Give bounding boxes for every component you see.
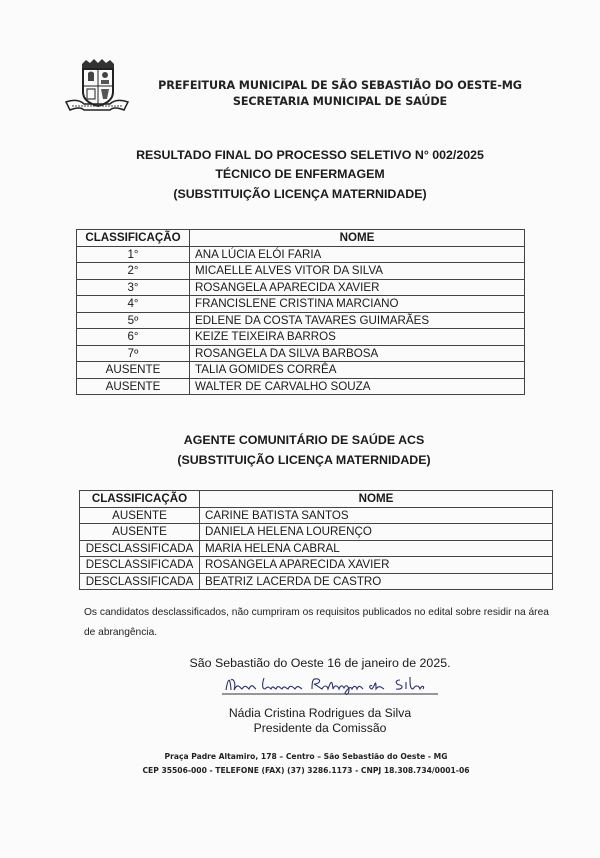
name-cell: CARINE BATISTA SANTOS (200, 507, 553, 524)
handwritten-signature (220, 672, 440, 698)
name-cell: EDLENE DA COSTA TAVARES GUIMARÃES (190, 312, 525, 329)
coat-of-arms-icon (64, 58, 130, 114)
classification-cell: 7º (77, 345, 190, 362)
classification-cell: 1° (77, 246, 190, 263)
table-row (77, 279, 525, 296)
name-cell: BEATRIZ LACERDA DE CASTRO (200, 573, 553, 590)
results-table-tecnico-enfermagem (76, 229, 525, 395)
institution-name: PREFEITURA MUNICIPAL DE SÃO SEBASTIÃO DO OESTE-MG (158, 79, 522, 92)
classification-cell: AUSENTE (80, 524, 200, 541)
name-cell: ROSANGELA DA SILVA BARBOSA (190, 345, 525, 362)
table-row (80, 573, 553, 590)
classification-cell: AUSENTE (77, 378, 190, 395)
place-and-date: São Sebastião do Oeste 16 de janeiro de 2025. (189, 656, 451, 670)
document-title: RESULTADO FINAL DO PROCESSO SELETIVO N° 002/2025 (136, 148, 484, 162)
table-row (80, 540, 553, 557)
table-header-row (80, 491, 553, 508)
table-row (77, 246, 525, 263)
department-name: SECRETARIA MUNICIPAL DE SAÚDE (232, 95, 448, 108)
classification-cell: 2° (77, 263, 190, 280)
footer-address: Praça Padre Altamiro, 178 – Centro – São Sebastião do Oeste - MG (164, 752, 448, 761)
table-row (77, 263, 525, 280)
table-header-row (77, 230, 525, 247)
table-row (77, 378, 525, 395)
name-cell: DANIELA HELENA LOURENÇO (200, 524, 553, 541)
name-cell: MARIA HELENA CABRAL (200, 540, 553, 557)
name-cell: FRANCISLENE CRISTINA MARCIANO (190, 296, 525, 313)
classification-cell: 5º (77, 312, 190, 329)
disqualification-note: Os candidatos desclassificados, não cumpriram os requisitos publicados no edital sobre residir na área de abrangência. (84, 607, 549, 638)
section2-subtitle: (SUBSTITUIÇÃO LICENÇA MATERNIDADE) (177, 453, 431, 467)
table-row (77, 345, 525, 362)
name-cell: ROSANGELA APARECIDA XAVIER (190, 279, 525, 296)
classification-cell: AUSENTE (80, 507, 200, 524)
table-row (80, 507, 553, 524)
classification-cell: DESCLASSIFICADA (80, 557, 200, 574)
table-row (77, 296, 525, 313)
name-cell: KEIZE TEIXEIRA BARROS (190, 329, 525, 346)
column-header-classificacao: CLASSIFICAÇÃO (80, 491, 200, 508)
column-header-nome: NOME (190, 230, 525, 247)
table-row (80, 557, 553, 574)
classification-cell: 3° (77, 279, 190, 296)
position-title: TÉCNICO DE ENFERMAGEM (215, 167, 385, 181)
classification-cell: 6° (77, 329, 190, 346)
name-cell: ROSANGELA APARECIDA XAVIER (200, 557, 553, 574)
signer-role: Presidente da Comissão (253, 721, 387, 735)
table-row (77, 329, 525, 346)
position-subtitle: (SUBSTITUIÇÃO LICENÇA MATERNIDADE) (173, 187, 427, 201)
footer-contact: CEP 35506-000 - TELEFONE (FAX) (37) 3286.1173 - CNPJ 18.308.734/0001-06 (142, 766, 470, 775)
table-row (77, 312, 525, 329)
classification-cell: 4° (77, 296, 190, 313)
name-cell: TALIA GOMIDES CORRÊA (190, 362, 525, 379)
column-header-classificacao: CLASSIFICAÇÃO (77, 230, 190, 247)
column-header-nome: NOME (200, 491, 553, 508)
classification-cell: DESCLASSIFICADA (80, 573, 200, 590)
name-cell: ANA LÚCIA ELÓI FARIA (190, 246, 525, 263)
section2-position: AGENTE COMUNITÁRIO DE SAÚDE ACS (183, 433, 425, 447)
classification-cell: AUSENTE (77, 362, 190, 379)
table-row (77, 362, 525, 379)
table-row (80, 524, 553, 541)
name-cell: WALTER DE CARVALHO SOUZA (190, 378, 525, 395)
name-cell: MICAELLE ALVES VITOR DA SILVA (190, 263, 525, 280)
classification-cell: DESCLASSIFICADA (80, 540, 200, 557)
results-table-agente-comunitario (79, 490, 553, 590)
signer-name: Nádia Cristina Rodrigues da Silva (228, 706, 412, 720)
